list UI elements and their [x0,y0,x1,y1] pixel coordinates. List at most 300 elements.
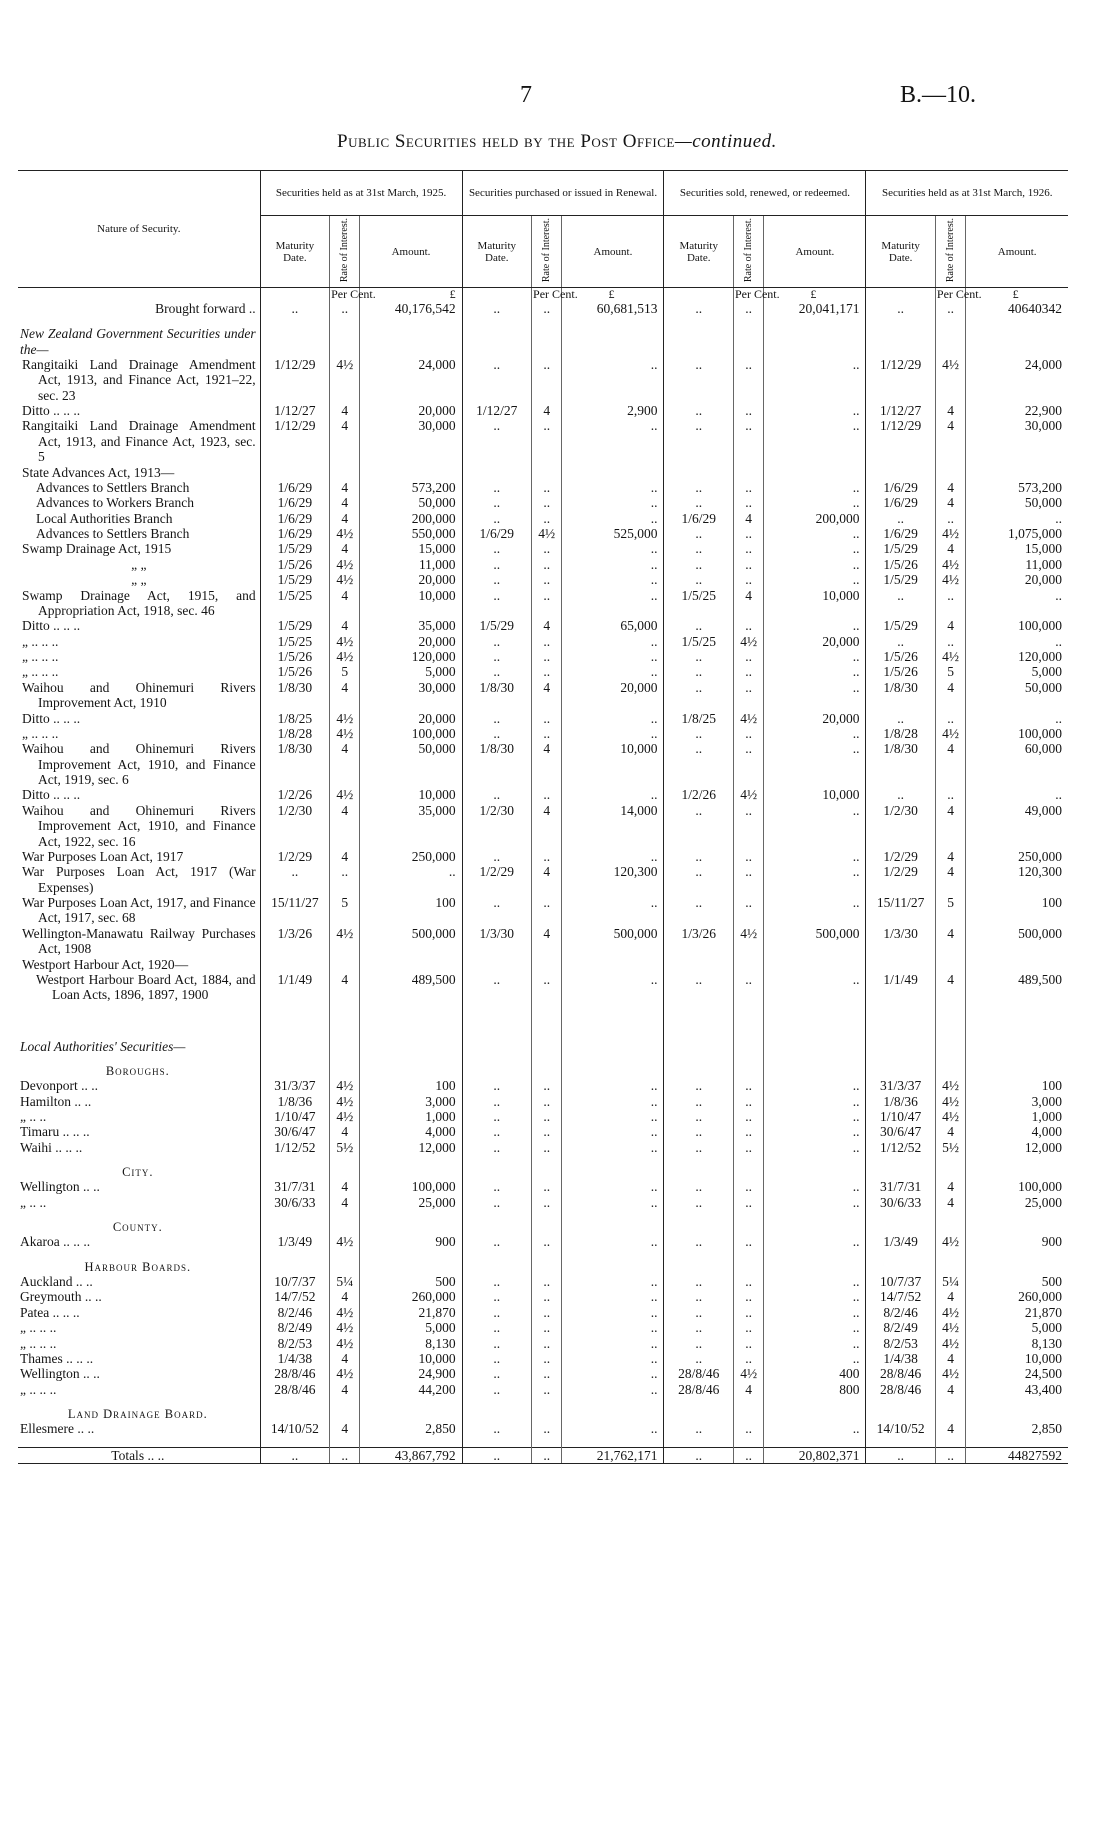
cell-m4: .. [866,511,935,526]
cell-a2: .. [562,1195,664,1210]
cell-r3: .. [733,649,763,664]
cell-r1: 4 [330,1382,360,1397]
cell-r3: .. [733,803,763,849]
cell-m1: 1/1/49 [260,972,329,1003]
cell-r4: 4 [935,972,965,1003]
cell-r2: .. [532,664,562,679]
cell-m1: 1/8/36 [260,1094,329,1109]
cell-m1: 14/7/52 [260,1289,329,1304]
units-row: Per Cent. £ Per Cent. £ Per Cent. £ Per Cent. £ [18,288,1068,301]
cell-a1: 500 [360,1274,462,1289]
cell-r3: .. [733,403,763,418]
security-name: Advances to Workers Branch [36,495,194,511]
cell-m4 [866,465,935,480]
cell-r2: .. [532,495,562,510]
cell-r3: .. [733,1320,763,1335]
header-rate-of-interest: Rate of Interest. [733,216,763,288]
cell-r1: 4½ [330,634,360,649]
header-sold: Securities sold, renewed, or redeemed. [664,171,866,216]
cell-r3: .. [733,541,763,556]
cell-a4: 10,000 [966,1351,1068,1366]
cell-r4: 4 [935,680,965,711]
cell-r2: .. [532,1109,562,1124]
cell-m2: .. [462,1382,531,1397]
cell-m1: 1/12/52 [260,1140,329,1155]
cell-a1: 44,200 [360,1382,462,1397]
cell-r3: 4½ [733,787,763,802]
cell-m2: .. [462,1305,531,1320]
cell-m1: 1/8/28 [260,726,329,741]
cell-m2: .. [462,572,531,587]
cell-r2: .. [532,480,562,495]
cell-m1: 1/6/29 [260,526,329,541]
table-row [18,972,1068,1003]
totals-1925: 43,867,792 [360,1447,462,1463]
cell-r3: 4½ [733,634,763,649]
brought-forward-label: Brought forward .. [155,300,256,316]
cell-a4: .. [966,711,1068,726]
cell-a4: 260,000 [966,1289,1068,1304]
cell-a3: .. [764,418,866,464]
cell-m1: 10/7/37 [260,1274,329,1289]
cell-a3: 10,000 [764,787,866,802]
cell-m4: 31/3/37 [866,1078,935,1093]
cell-a3: .. [764,1124,866,1139]
table-row [18,1234,1068,1249]
cell-m3: .. [664,972,733,1003]
cell-r3: 4 [733,511,763,526]
cell-r1: 4 [330,680,360,711]
cell-m1: 1/8/30 [260,741,329,787]
cell-m4: 28/8/46 [866,1366,935,1381]
cell-m3: .. [664,680,733,711]
cell-m2: .. [462,664,531,679]
cell-m2: 1/8/30 [462,680,531,711]
cell-r2: .. [532,572,562,587]
header-held-1926: Securities held as at 31st March, 1926. [866,171,1068,216]
cell-m4: 1/2/29 [866,849,935,864]
cell-a4 [966,957,1068,972]
cell-a2: .. [562,1382,664,1397]
cell-a4: 11,000 [966,557,1068,572]
cell-m3: .. [664,572,733,587]
cell-r4: 4 [935,741,965,787]
security-name: War Purposes Loan Act, 1917 [22,848,184,864]
cell-a2: .. [562,649,664,664]
security-name: Advances to Settlers Branch [36,526,190,542]
cell-m1: 1/5/29 [260,541,329,556]
cell-r3: .. [733,864,763,895]
cell-m4: 1/12/29 [866,357,935,403]
cell-m4: 15/11/27 [866,895,935,926]
cell-r3: .. [733,480,763,495]
cell-r2: .. [532,1195,562,1210]
cell-r2: .. [532,1289,562,1304]
cell-m4: 1/8/36 [866,1094,935,1109]
cell-r1 [330,465,360,480]
cell-a1: 2,850 [360,1421,462,1436]
cell-r1: 4½ [330,1094,360,1109]
cell-r4: 5 [935,664,965,679]
table-row [18,588,1068,619]
cell-a4: 5,000 [966,1320,1068,1335]
cell-r4: 4 [935,495,965,510]
cell-r2: .. [532,849,562,864]
cell-r4: 5¼ [935,1274,965,1289]
cell-m3: .. [664,1274,733,1289]
subheading-county: County. [18,1220,1068,1234]
cell-m2: .. [462,1109,531,1124]
header-amount: Amount. [562,216,664,288]
cell-r1: 4 [330,1421,360,1436]
cell-m1: 28/8/46 [260,1382,329,1397]
cell-m4: 30/6/33 [866,1195,935,1210]
cell-a4: 25,000 [966,1195,1068,1210]
cell-a4: 21,870 [966,1305,1068,1320]
header-amount: Amount. [966,216,1068,288]
security-name: Akaroa .. .. .. [20,1234,91,1250]
table-row [18,1274,1068,1289]
cell-a2: .. [562,1351,664,1366]
cell-m3: .. [664,1078,733,1093]
security-name: Ditto .. .. .. [22,618,81,634]
cell-m1: 1/5/29 [260,572,329,587]
cell-m3: 1/5/25 [664,588,733,619]
cell-a4: 500 [966,1274,1068,1289]
security-name: Ditto .. .. .. [22,710,81,726]
security-name: Auckland .. .. [20,1274,93,1290]
table-row [18,1124,1068,1139]
cell-r3: .. [733,1336,763,1351]
cell-r4: 4½ [935,1320,965,1335]
cell-a3: 20,000 [764,711,866,726]
cell-m4: 1/3/30 [866,926,935,957]
cell-m1: 1/3/26 [260,926,329,957]
cell-a1: 20,000 [360,634,462,649]
table-row [18,1140,1068,1155]
cell-a2: 10,000 [562,741,664,787]
cell-r1: 4 [330,495,360,510]
cell-m3: 28/8/46 [664,1382,733,1397]
security-name: „ .. .. .. [20,1381,57,1397]
cell-a4 [966,465,1068,480]
cell-m1: 1/5/29 [260,618,329,633]
cell-a1: 21,870 [360,1305,462,1320]
cell-r4: 4 [935,1289,965,1304]
cell-r2 [532,957,562,972]
cell-a1: 8,130 [360,1336,462,1351]
cell-a3: .. [764,1305,866,1320]
security-name: Wellington .. .. [20,1179,100,1195]
cell-a4: 4,000 [966,1124,1068,1139]
cell-m1: .. [260,864,329,895]
cell-a4: 30,000 [966,418,1068,464]
cell-r3: 4 [733,1382,763,1397]
cell-m3: 1/2/26 [664,787,733,802]
cell-a4: 24,000 [966,357,1068,403]
cell-m1: 14/10/52 [260,1421,329,1436]
cell-m4: 8/2/46 [866,1305,935,1320]
cell-a1 [360,465,462,480]
cell-a1: 50,000 [360,495,462,510]
page-title [0,131,1114,153]
security-name: Patea .. .. .. [20,1304,80,1320]
cell-a4: 120,000 [966,649,1068,664]
cell-m2: .. [462,1336,531,1351]
totals-label: Totals .. .. [18,1447,260,1463]
cell-m2: 1/2/29 [462,864,531,895]
cell-m2: 1/2/30 [462,803,531,849]
cell-r4: 4½ [935,1109,965,1124]
security-name: Devonport .. .. [20,1078,98,1094]
cell-m4: 1/5/26 [866,557,935,572]
cell-a3 [764,465,866,480]
cell-a3: .. [764,895,866,926]
cell-a2: .. [562,588,664,619]
cell-m2: .. [462,972,531,1003]
cell-r4: 5 [935,895,965,926]
cell-m2: 1/12/27 [462,403,531,418]
cell-a3: .. [764,849,866,864]
cell-m1: 1/5/26 [260,557,329,572]
cell-r3: .. [733,972,763,1003]
cell-r4 [935,957,965,972]
cell-r4: 4½ [935,1305,965,1320]
cell-m1: 1/6/29 [260,511,329,526]
cell-m4: 8/2/49 [866,1320,935,1335]
cell-a1: 20,000 [360,572,462,587]
cell-a2: .. [562,1305,664,1320]
cell-r4 [935,465,965,480]
cell-a4: 489,500 [966,972,1068,1003]
table-row [18,1195,1068,1210]
cell-m3: .. [664,403,733,418]
cell-r4: .. [935,787,965,802]
totals-1926: 44827592 [966,1447,1068,1463]
table-row [18,864,1068,895]
security-name: „ .. .. .. [22,649,59,665]
cell-a3: 20,000 [764,634,866,649]
cell-r1: 5 [330,895,360,926]
brought-forward-purchased: 60,681,513 [562,301,664,316]
cell-a4: 50,000 [966,680,1068,711]
cell-a3: .. [764,1234,866,1249]
header-held-1925: Securities held as at 31st March, 1925. [260,171,462,216]
cell-a1: 5,000 [360,664,462,679]
cell-m2: .. [462,1274,531,1289]
brought-forward-1926: 40640342 [966,301,1068,316]
cell-m2: .. [462,787,531,802]
cell-r4: 4½ [935,1336,965,1351]
cell-a3: .. [764,972,866,1003]
cell-a2: .. [562,480,664,495]
cell-m4: 31/7/31 [866,1179,935,1194]
cell-m2: 1/3/30 [462,926,531,957]
security-name: Swamp Drainage Act, 1915, and Appropriation Act, 1918, sec. 46 [22,587,256,618]
subheading-boroughs: Boroughs. [18,1064,1068,1078]
cell-a4: 1,075,000 [966,526,1068,541]
brought-forward-row: Brought forward .. .. .. 40,176,542 .. .. 60,681,513 .. .. 20,041,171 .. .. 40640342 [18,301,1068,316]
security-name: „ „ [131,556,147,572]
cell-m1: 1/8/30 [260,680,329,711]
cell-m3: .. [664,618,733,633]
table-row [18,495,1068,510]
cell-r2: .. [532,557,562,572]
cell-a3: .. [764,741,866,787]
header-rate-of-interest: Rate of Interest. [935,216,965,288]
cell-m1: 1/5/26 [260,664,329,679]
cell-a3: .. [764,403,866,418]
cell-m3: .. [664,1140,733,1155]
cell-a2: .. [562,1274,664,1289]
cell-a2: .. [562,1421,664,1436]
cell-a3: .. [764,572,866,587]
cell-r2: 4 [532,403,562,418]
cell-a4: 2,850 [966,1421,1068,1436]
table-row [18,1179,1068,1194]
cell-m1: 1/10/47 [260,1109,329,1124]
cell-a1: 100,000 [360,726,462,741]
cell-r3 [733,465,763,480]
table-row [18,1109,1068,1124]
cell-m4: 1/1/49 [866,972,935,1003]
cell-r3: .. [733,1289,763,1304]
cell-m4: 1/2/29 [866,864,935,895]
security-name: Greymouth .. .. [20,1289,102,1305]
cell-m3: .. [664,357,733,403]
cell-a1: 30,000 [360,680,462,711]
cell-r1: 4½ [330,572,360,587]
cell-m1: 15/11/27 [260,895,329,926]
cell-a4: 100 [966,895,1068,926]
cell-r2: .. [532,726,562,741]
cell-a4: 100,000 [966,618,1068,633]
cell-r4: 4 [935,803,965,849]
security-name: Rangitaiki Land Drainage Amendment Act, 1913, and Finance Act, 1923, sec. 5 [22,418,256,465]
cell-m3: 28/8/46 [664,1366,733,1381]
table-row [18,1320,1068,1335]
cell-m3 [664,957,733,972]
cell-a3: .. [764,1320,866,1335]
cell-a3: .. [764,357,866,403]
cell-m1: 1/2/29 [260,849,329,864]
security-name: „ .. .. .. [22,633,59,649]
cell-m4: 28/8/46 [866,1382,935,1397]
cell-m3: .. [664,495,733,510]
cell-r2: .. [532,1124,562,1139]
cell-m4: 1/5/29 [866,541,935,556]
cell-r3: .. [733,895,763,926]
cell-a3: .. [764,664,866,679]
cell-r1: 4 [330,541,360,556]
cell-m3: .. [664,526,733,541]
cell-a2: 525,000 [562,526,664,541]
cell-a2: .. [562,1234,664,1249]
cell-r3: .. [733,680,763,711]
cell-m3: 1/3/26 [664,926,733,957]
cell-a4: .. [966,588,1068,619]
cell-r1: 4½ [330,1109,360,1124]
cell-m2: .. [462,541,531,556]
cell-m2: .. [462,634,531,649]
cell-r1: 4½ [330,1305,360,1320]
cell-m1: 1/12/27 [260,403,329,418]
cell-r1: 4 [330,403,360,418]
security-name: Waihou and Ohinemuri Rivers Improvement Act, 1910 [22,679,256,711]
cell-m4: 1/6/29 [866,480,935,495]
cell-m3: 1/6/29 [664,511,733,526]
cell-m4: 1/4/38 [866,1351,935,1366]
cell-r4: 4 [935,1382,965,1397]
page-number: 7 [520,82,532,108]
cell-a1: 5,000 [360,1320,462,1335]
cell-r4: 4½ [935,526,965,541]
cell-r2: 4 [532,618,562,633]
cell-a1: 3,000 [360,1094,462,1109]
cell-a1: 20,000 [360,711,462,726]
cell-a1: 24,900 [360,1366,462,1381]
cell-a1: 35,000 [360,618,462,633]
cell-a2: .. [562,895,664,926]
cell-m4: .. [866,787,935,802]
cell-r4: 4½ [935,649,965,664]
cell-m1: 1/6/29 [260,480,329,495]
cell-m2: .. [462,1140,531,1155]
table-row [18,465,1068,480]
cell-r1: 4 [330,511,360,526]
cell-m3 [664,465,733,480]
cell-a1: 1,000 [360,1109,462,1124]
table-row [18,572,1068,587]
cell-m3: .. [664,726,733,741]
cell-r3: .. [733,1234,763,1249]
cell-r2: .. [532,588,562,619]
cell-a3: 10,000 [764,588,866,619]
cell-r1: 4 [330,480,360,495]
header-rate-of-interest: Rate of Interest. [532,216,562,288]
header-maturity-date: Maturity Date. [260,216,329,288]
cell-m2: .. [462,480,531,495]
cell-m4: 1/5/26 [866,664,935,679]
cell-a2: .. [562,1366,664,1381]
cell-a1 [360,957,462,972]
cell-r4: 5½ [935,1140,965,1155]
security-name: Wellington-Manawatu Railway Purchases Act, 1908 [22,925,256,957]
cell-r2: .. [532,1320,562,1335]
cell-m1: 1/5/25 [260,634,329,649]
cell-r4: 4 [935,1124,965,1139]
cell-r4: 4 [935,1179,965,1194]
cell-a3: .. [764,1094,866,1109]
cell-m1 [260,465,329,480]
table-row [18,664,1068,679]
security-name: Timaru .. .. .. [20,1124,90,1140]
brought-forward-sold: 20,041,171 [764,301,866,316]
cell-r4: 4½ [935,357,965,403]
cell-r1: 4½ [330,1366,360,1381]
cell-r1: 4 [330,618,360,633]
cell-r3: .. [733,1274,763,1289]
cell-r2 [532,465,562,480]
table-row [18,726,1068,741]
cell-a4: 1,000 [966,1109,1068,1124]
cell-r4: 4 [935,1351,965,1366]
cell-m4: 1/5/26 [866,649,935,664]
cell-r3: 4 [733,588,763,619]
cell-a4: 15,000 [966,541,1068,556]
cell-a1: 260,000 [360,1289,462,1304]
cell-m3: .. [664,541,733,556]
